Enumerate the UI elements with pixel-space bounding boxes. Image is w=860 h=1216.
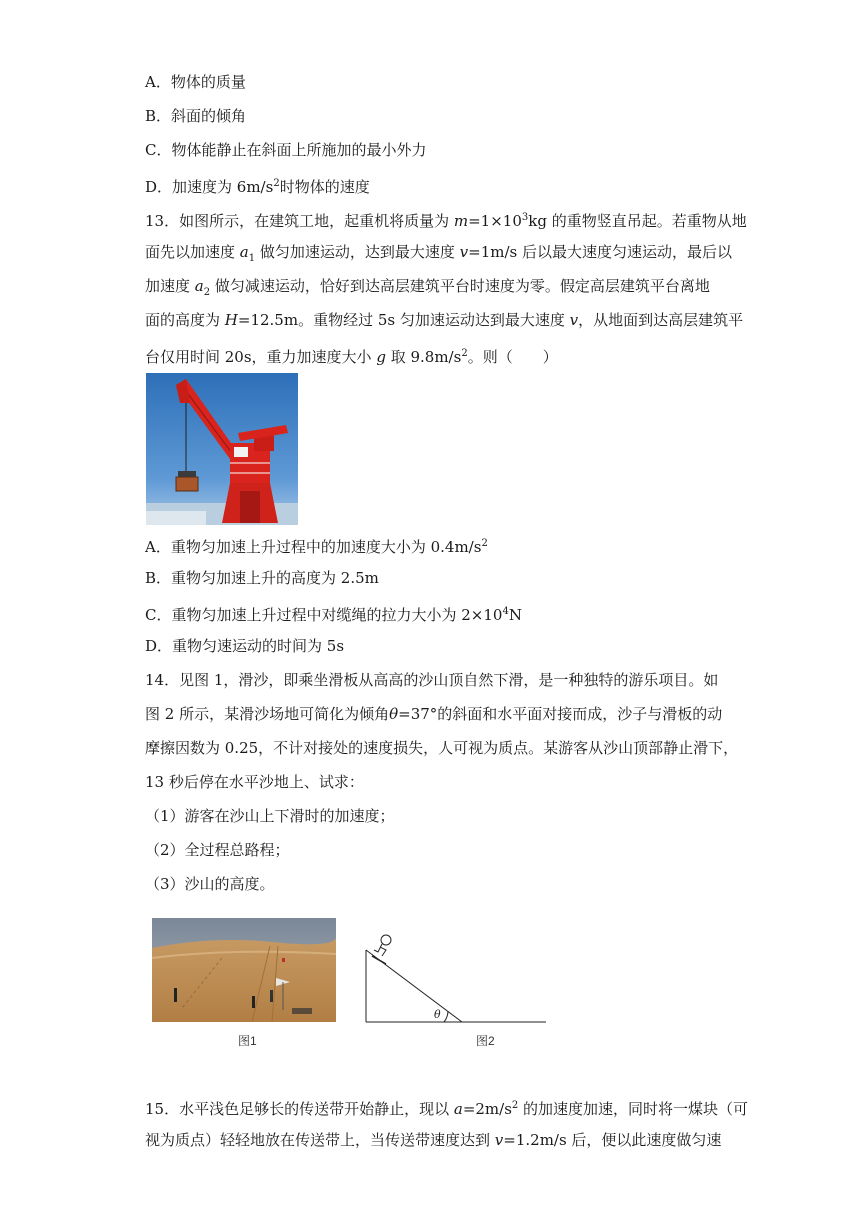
q15-stem-line1: 15．水平浅色足够长的传送带开始静止，现以 $a=2m/s^2$ 的加速度加速，同时将一煤块（可 <box>145 1100 749 1118</box>
figure2-caption: 图2 <box>476 1034 495 1048</box>
q13-stem-line1: 13．如图所示，在建筑工地，起重机将质量为 $m=1\times 10^3kg$ 的重物竖直吊起。若重物从地 <box>145 212 747 230</box>
q14-stem-line1: 14．见图 1，滑沙，即乘坐滑板从高高的沙山顶自然下滑，是一种独特的游乐项目。如 <box>145 671 719 689</box>
incline-diagram <box>360 930 550 1026</box>
q14-part-3: （3）沙山的高度。 <box>145 875 275 893</box>
q12-option-b: B．斜面的倾角 <box>145 107 247 125</box>
q15-stem-line2: 视为质点）轻轻地放在传送带上，当传送带速度达到 v=1.2m/s 后，便以此速度做匀速 <box>145 1131 722 1149</box>
q12-option-a: A．物体的质量 <box>145 73 246 91</box>
q12-option-d: D．加速度为 $6m/s^2$时物体的速度 <box>145 178 370 196</box>
q14-stem-line4: 13 秒后停在水平沙地上、试求： <box>145 773 364 791</box>
figure1-caption: 图1 <box>238 1034 257 1048</box>
q14-part-2: （2）全过程总路程； <box>145 841 290 859</box>
q13-stem-line4: 面的高度为 H=12.5m。重物经过 5s 匀加速运动达到最大速度 v，从地面到达高层建筑平 <box>145 311 744 329</box>
q13-option-b: B．重物匀加速上升的高度为 2.5m <box>145 569 379 587</box>
q14-part-1: （1）游客在沙山上下滑时的加速度； <box>145 807 395 825</box>
q13-stem-line2: 面先以加速度 $a_1$ 做匀加速运动，达到最大速度 v=1m/s 后以最大速度匀速运动，最后以 <box>145 243 732 264</box>
q13-option-c: C．重物匀加速上升过程中对缆绳的拉力大小为 $2\times 10^4N$ <box>145 606 522 624</box>
angle-theta-label: θ <box>434 1008 441 1021</box>
q13-option-d: D．重物匀速运动的时间为 5s <box>145 637 345 655</box>
q14-stem-line3: 摩擦因数为 0.25，不计对接处的速度损失，人可视为质点。某游客从沙山顶部静止滑下， <box>145 739 739 757</box>
q13-stem-line5: 台仅用时间 20s，重力加速度大小 g 取 $9.8m/s^2$。则（ ） <box>145 348 558 366</box>
q12-option-c: C．物体能静止在斜面上所施加的最小外力 <box>145 141 427 159</box>
q13-stem-line3: 加速度 $a_2$ 做匀减速运动，恰好到达高层建筑平台时速度为零。假定高层建筑平台离地 <box>145 277 710 298</box>
crane-photo <box>146 373 298 525</box>
q14-stem-line2: 图 2 所示，某滑沙场地可简化为倾角θ=37°的斜面和水平面对接而成，沙子与滑板的动 <box>145 705 723 723</box>
sand-slide-photo <box>152 918 336 1022</box>
q13-option-a: A．重物匀加速上升过程中的加速度大小为 $0.4m/s^2$ <box>145 538 488 556</box>
